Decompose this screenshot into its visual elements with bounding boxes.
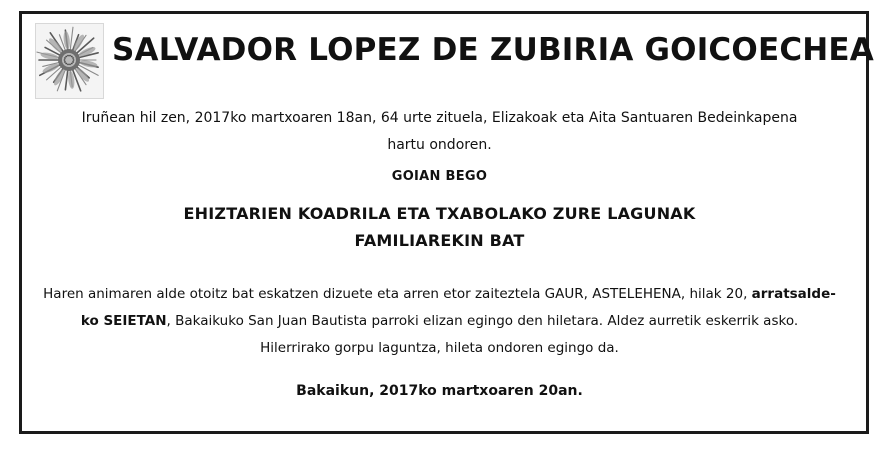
notice-time-bold-2: ko SEIETAN (80, 313, 167, 329)
funeral-notice (36, 281, 843, 362)
intro-line-1: Iruñean hil zen, 2017ko martxoaren 18an, 64 urte zituela, Elizakoak eta Aita Santuaren Bedeinkapena (81, 110, 798, 126)
intro-line-2: hartu ondoren. (387, 137, 492, 153)
deceased-name: SALVADOR LOPEZ DE ZUBIRIA GOICOECHEA (112, 32, 874, 68)
notice-line-3: Hilerrirako gorpu laguntza, hileta ondoren egingo da. (260, 340, 619, 356)
thistle-flower-icon (35, 23, 104, 99)
blessing-formula: GOIAN BEGO (391, 169, 488, 184)
thistle-flower-drawing (36, 24, 103, 98)
notice-text-2: , Bakaikuko San Juan Bautista parroki elizan egingo den hiletara. Aldez aurretik eskerrik asko. (166, 313, 799, 329)
notice-text-1: Haren animaren alde otoitz bat eskatzen dizuete eta arren etor zaiteztela GAUR, ASTELEHENA, hilak 20, (43, 286, 752, 302)
signers-line-2: FAMILIAREKIN BAT (354, 231, 525, 250)
death-notice-intro (30, 105, 849, 159)
notice-time-bold-1: arratsalde- (751, 286, 836, 302)
signers-block (30, 200, 849, 254)
place-and-date: Bakaikun, 2017ko martxoaren 20an. (296, 383, 583, 399)
signers-line-1: EHIZTARIEN KOADRILA ETA TXABOLAKO ZURE LAGUNAK (183, 204, 696, 223)
